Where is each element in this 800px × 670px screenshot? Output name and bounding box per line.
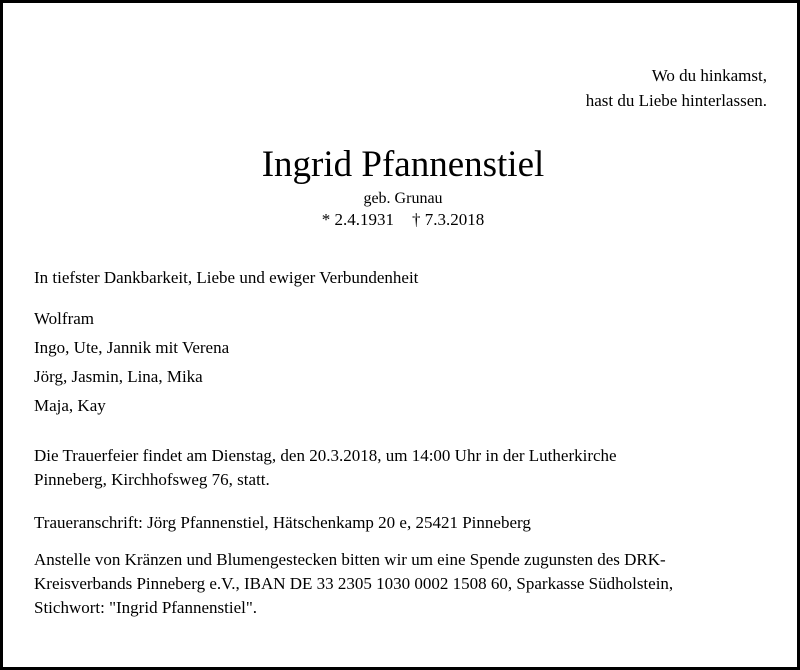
life-dates [3, 208, 800, 232]
mourner-line: Jörg, Jasmin, Lina, Mika [34, 367, 203, 386]
mourner-line: Ingo, Ute, Jannik mit Verena [34, 338, 230, 357]
donation-line-2: Kreisverbands Pinneberg e.V., IBAN DE 33 2305 1030 0002 1508 60, Sparkasse Südholstein, [34, 574, 674, 593]
death-date: † 7.3.2018 [412, 210, 485, 229]
dedication-text: In tiefster Dankbarkeit, Liebe und ewiger Verbundenheit [34, 268, 419, 287]
birth-date: * 2.4.1931 [321, 210, 394, 229]
deceased-name: Ingrid Pfannenstiel [261, 144, 545, 185]
donation-line-1: Anstelle von Kränzen und Blumengestecken bitten wir um eine Spende zugunsten des DRK- [34, 550, 666, 569]
donation-notice [34, 548, 673, 620]
motto-line-2: hast du Liebe hinterlassen. [585, 91, 767, 110]
birth-name: geb. Grunau [363, 190, 443, 207]
motto-line-1: Wo du hinkamst, [651, 66, 767, 85]
mourner-line: Maja, Kay [34, 396, 106, 415]
ceremony-line-2: Pinneberg, Kirchhofsweg 76, statt. [34, 470, 270, 489]
ceremony-line-1: Die Trauerfeier findet am Dienstag, den 20.3.2018, um 14:00 Uhr in der Lutherkirche [34, 446, 617, 465]
mourning-address: Traueranschrift: Jörg Pfannenstiel, Hätschenkamp 20 e, 25421 Pinneberg [34, 513, 531, 532]
ceremony-notice [34, 444, 617, 492]
donation-line-3: Stichwort: "Ingrid Pfannenstiel". [34, 598, 258, 617]
mourner-line: Wolfram [34, 309, 94, 328]
mourners-list [34, 304, 229, 420]
motto-verse [586, 63, 767, 113]
